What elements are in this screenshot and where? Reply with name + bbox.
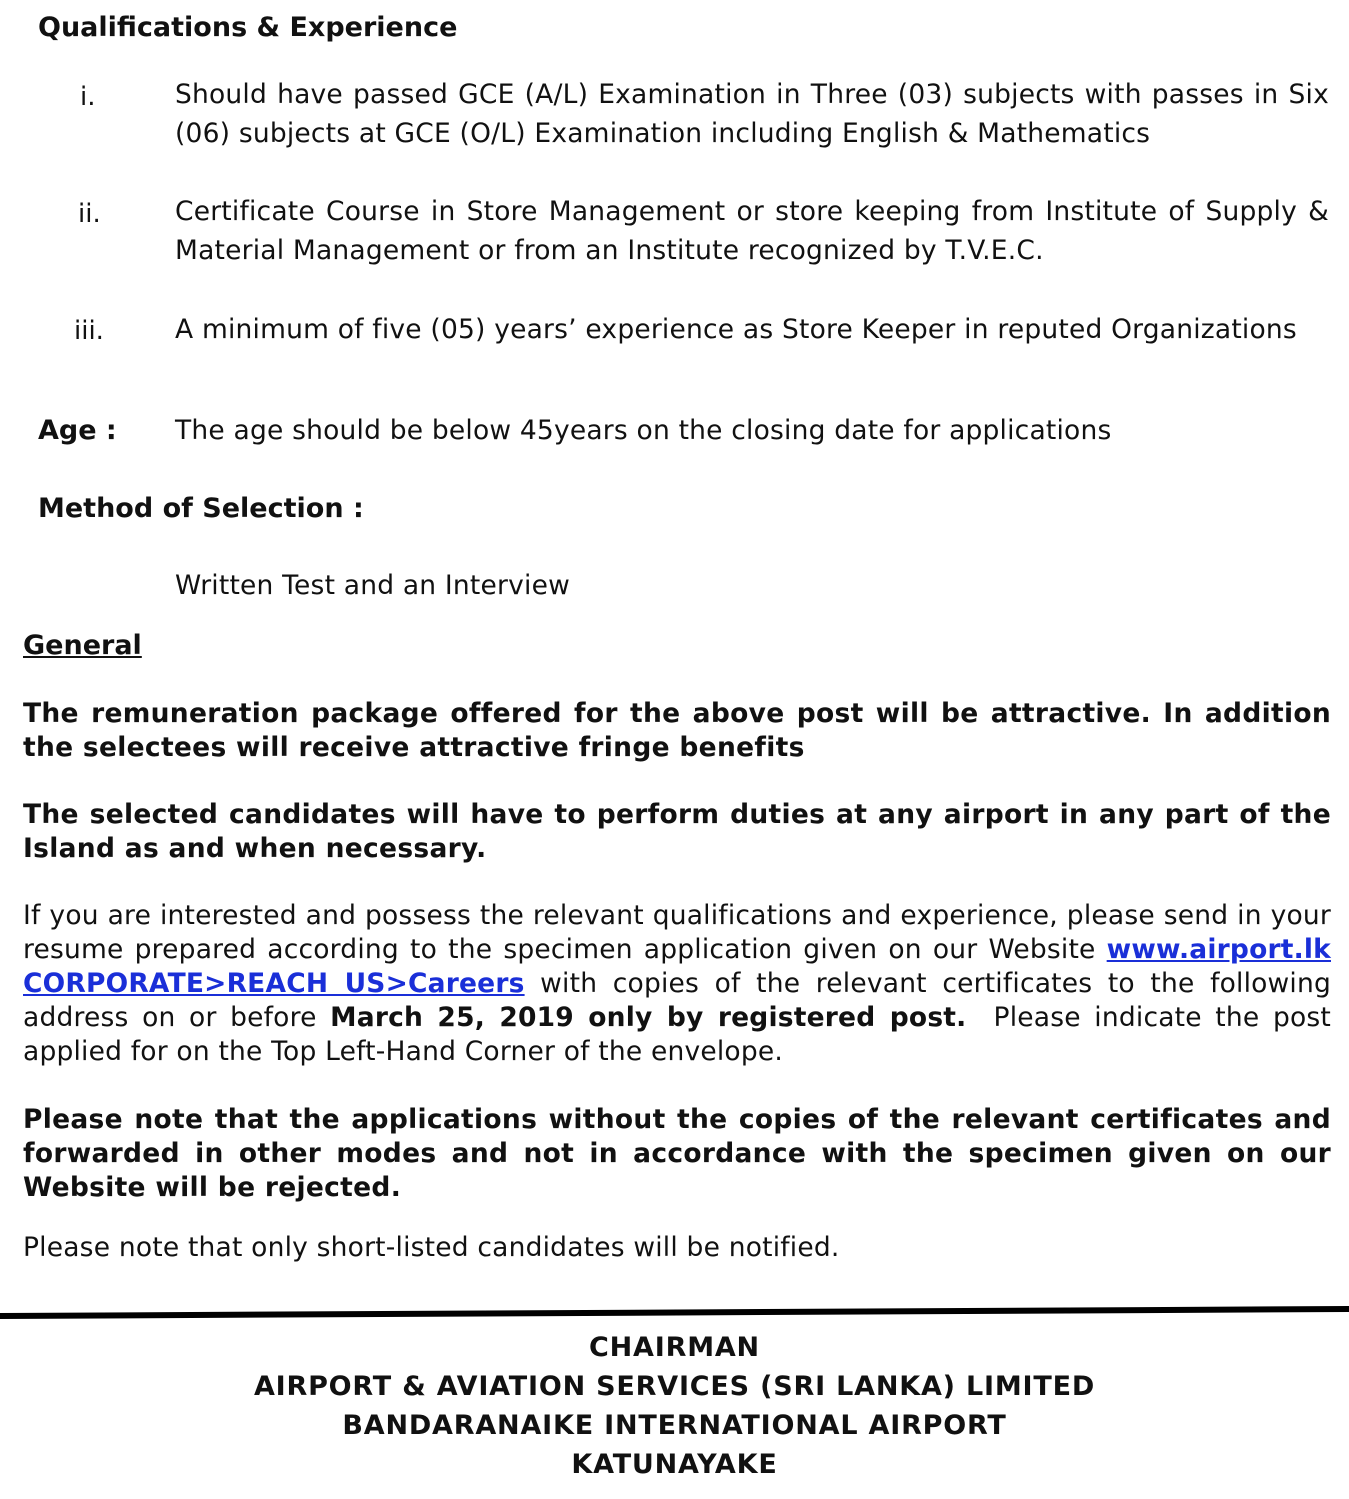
remuneration-paragraph: The remuneration package offered for the above post will be attractive. In addition the selectees will receive attractive fringe benefits	[23, 698, 1331, 763]
careers-link[interactable]: www.airport.lk CORPORATE>REACH US>Careers	[23, 934, 1331, 999]
duties-paragraph: The selected candidates will have to perform duties at any airport in any part of the Island as and when necessary.	[23, 799, 1331, 864]
address-line-company: AIRPORT & AVIATION SERVICES (SRI LANKA) LIMITED	[253, 1371, 1096, 1402]
address-line-chairman: CHAIRMAN	[589, 1332, 760, 1363]
address-line-city: KATUNAYAKE	[571, 1449, 778, 1480]
notify-note: Please note that only short-listed candidates will be notified.	[23, 1232, 840, 1263]
age-label: Age :	[38, 415, 117, 446]
qualification-item-1: Should have passed GCE (A/L) Examination in Three (03) subjects with passes in Six (06) subjects at GCE (O/L) Examination including English & Mathematics	[175, 79, 1329, 149]
rejection-note: Please note that the applications without the copies of the relevant certificates and forwarded in other modes and not in accordance with the specimen given on our Website will be rejected.	[23, 1104, 1331, 1203]
application-paragraph	[23, 899, 1331, 1069]
item-numeral-iii: iii.	[74, 316, 104, 346]
item-numeral-ii: ii.	[78, 199, 101, 229]
application-end: Please indicate the post applied for on the Top Left-Hand Corner of the envelope.	[23, 1002, 1331, 1067]
address-line-airport: BANDARANAIKE INTERNATIONAL AIRPORT	[342, 1410, 1007, 1441]
application-middle: with copies of the relevant certificates to the following address on or before	[23, 968, 1332, 1033]
qualification-item-3: A minimum of five (05) years’ experience as Store Keeper in reputed Organizations	[175, 314, 1297, 345]
method-heading: Method of Selection :	[38, 493, 364, 524]
general-heading: General	[23, 630, 142, 661]
application-intro: If you are interested and possess the relevant qualifications and experience, please send in your resume prepared according to the specimen application given on our Website	[23, 900, 1331, 965]
qualification-item-2: Certificate Course in Store Management or store keeping from Institute of Supply & Material Management or from an Institute recognized by T.V.E.C.	[175, 196, 1329, 266]
method-text: Written Test and an Interview	[175, 570, 570, 601]
divider-rule	[0, 1306, 1349, 1320]
qualifications-heading: Qualifications & Experience	[38, 12, 458, 43]
item-numeral-i: i.	[80, 82, 96, 112]
age-requirement: The age should be below 45years on the closing date for applications	[175, 415, 1112, 446]
application-deadline: March 25, 2019 only by registered post.	[330, 1002, 967, 1033]
